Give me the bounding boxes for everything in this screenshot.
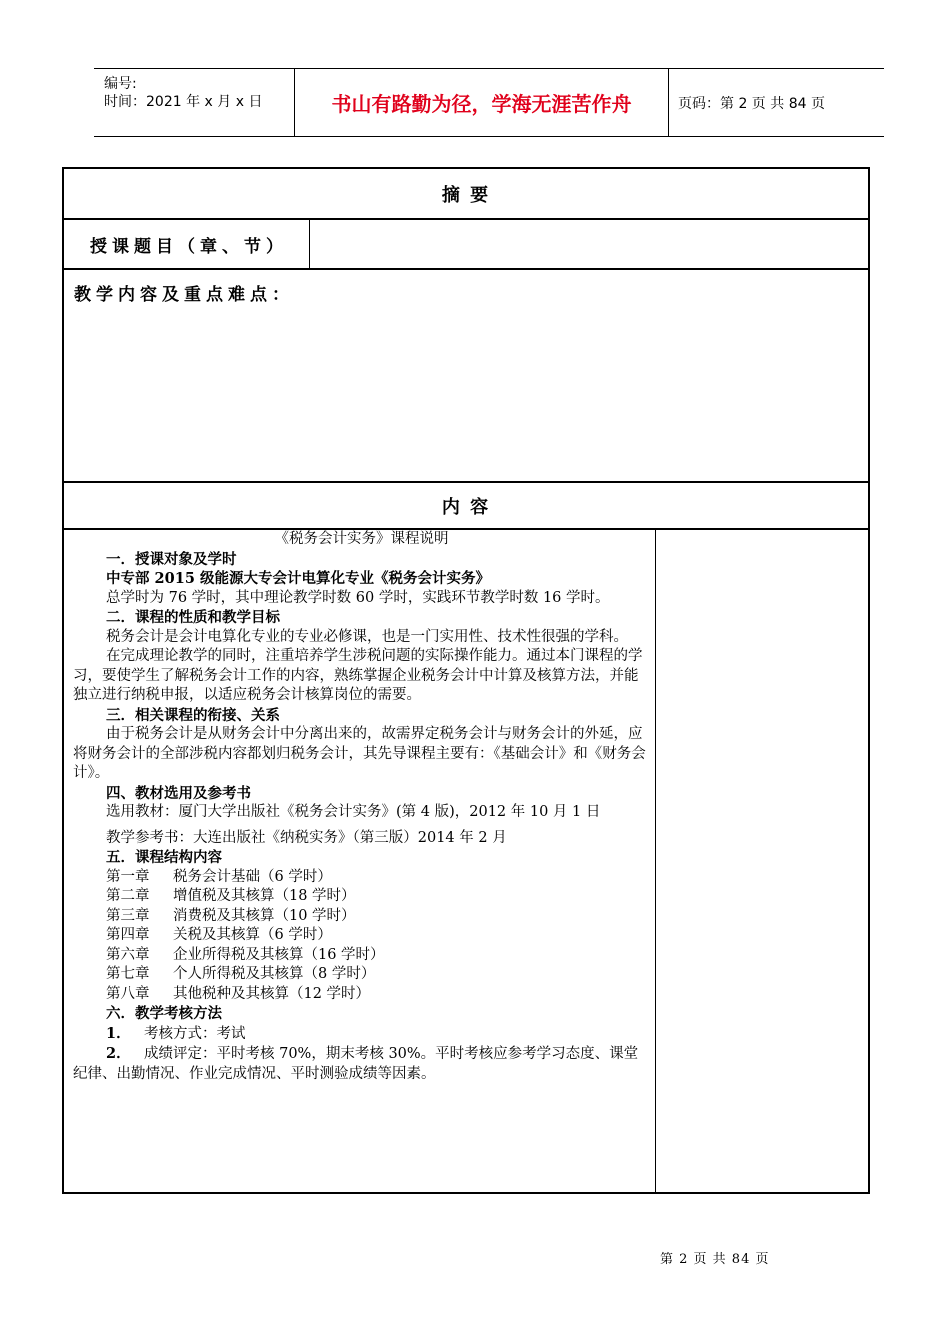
list-item: 第二章 增值税及其核算（18 学时） [106,888,356,904]
content-header-row [64,483,868,530]
doc-title: 《税务会计实务》课程说明 [274,531,449,547]
paragraph: 总学时为 76 学时，其中理论教学时数 60 学时，实践环节教学时数 16 学时。 [106,589,610,606]
time-label: 时间：2021 年 x 月 x 日 [104,94,263,110]
section-heading: 一．授课对象及学时 [106,550,237,568]
topic-row [64,220,868,270]
paragraph: 教学参考书：大连出版社《纳税实务》（第三版）2014 年 2 月 [106,829,507,846]
number-label: 编号: [104,76,137,92]
key-points-label: 教学内容及重点难点： [74,285,294,305]
paragraph: 税务会计是会计电算化专业的专业必修课，也是一门实用性、技术性很强的学科。 [106,628,628,645]
motto: 书山有路勤为径，学海无涯苦作舟 [295,69,669,136]
header-meta-cell [94,69,295,136]
list-item: 第七章 个人所得税及其核算（8 学时） [106,966,376,982]
page-header [94,68,884,137]
summary-row [64,169,868,220]
lesson-plan-table [62,167,870,1194]
section-heading: 五．课程结构内容 [106,849,222,866]
list-item: 2． 成绩评定：平时考核 70%，期末考核 30%。平时考核应参考学习态度、课堂纪律、出勤情况、作业完成情况、平时测验成绩等因素。 [73,1045,639,1082]
list-item: 第六章 企业所得税及其核算（16 学时） [106,946,385,963]
section-heading: 三．相关课程的衔接、关系 [106,706,280,724]
page-footer: 第 2 页 共 84 页 [660,1252,770,1267]
content-title: 内 容 [441,496,491,518]
section-heading: 六．教学考核方法 [106,1005,222,1022]
summary-title: 摘 要 [441,184,491,206]
paragraph: 选用教材：厦门大学出版社《税务会计实务》(第 4 版)，2012 年 10 月 1 日 [106,804,601,820]
topic-label: 授课题目（章、节） [64,220,310,268]
content-row [64,530,868,1192]
section-heading: 二．课程的性质和教学目标 [106,609,280,626]
course-description [73,530,650,1084]
list-item: 1． 考核方式：考试 [106,1024,246,1042]
page-label: 页码：第 2 页 共 84 页 [678,96,825,112]
paragraph: 由于税务会计是从财务会计中分离出来的，故需界定税务会计与财务会计的外延，应将财务会计的全部涉税内容都划归税务会计，其先导课程主要有：《基础会计》和《财务会计》。 [73,726,646,781]
side-column-divider [655,530,656,1192]
key-points-row [64,270,868,483]
paragraph: 中专部 2015 级能源大专会计电算化专业《税务会计实务》 [106,570,490,587]
list-item: 第八章 其他税种及其核算（12 学时） [106,985,371,1002]
list-item: 第一章 税务会计基础（6 学时） [106,868,332,885]
paragraph: 在完成理论教学的同时，注重培养学生涉税问题的实际操作能力。通过本门课程的学习，要使学生了解税务会计工作的内容，熟练掌握企业税务会计中计算及核算方法，并能独立进行纳税申报，以适应税务会计核算岗位的需要。 [73,648,643,703]
list-item: 第四章 关税及其核算（6 学时） [106,927,332,943]
section-heading: 四、教材选用及参考书 [106,784,251,802]
list-item: 第三章 消费税及其核算（10 学时） [106,907,356,924]
